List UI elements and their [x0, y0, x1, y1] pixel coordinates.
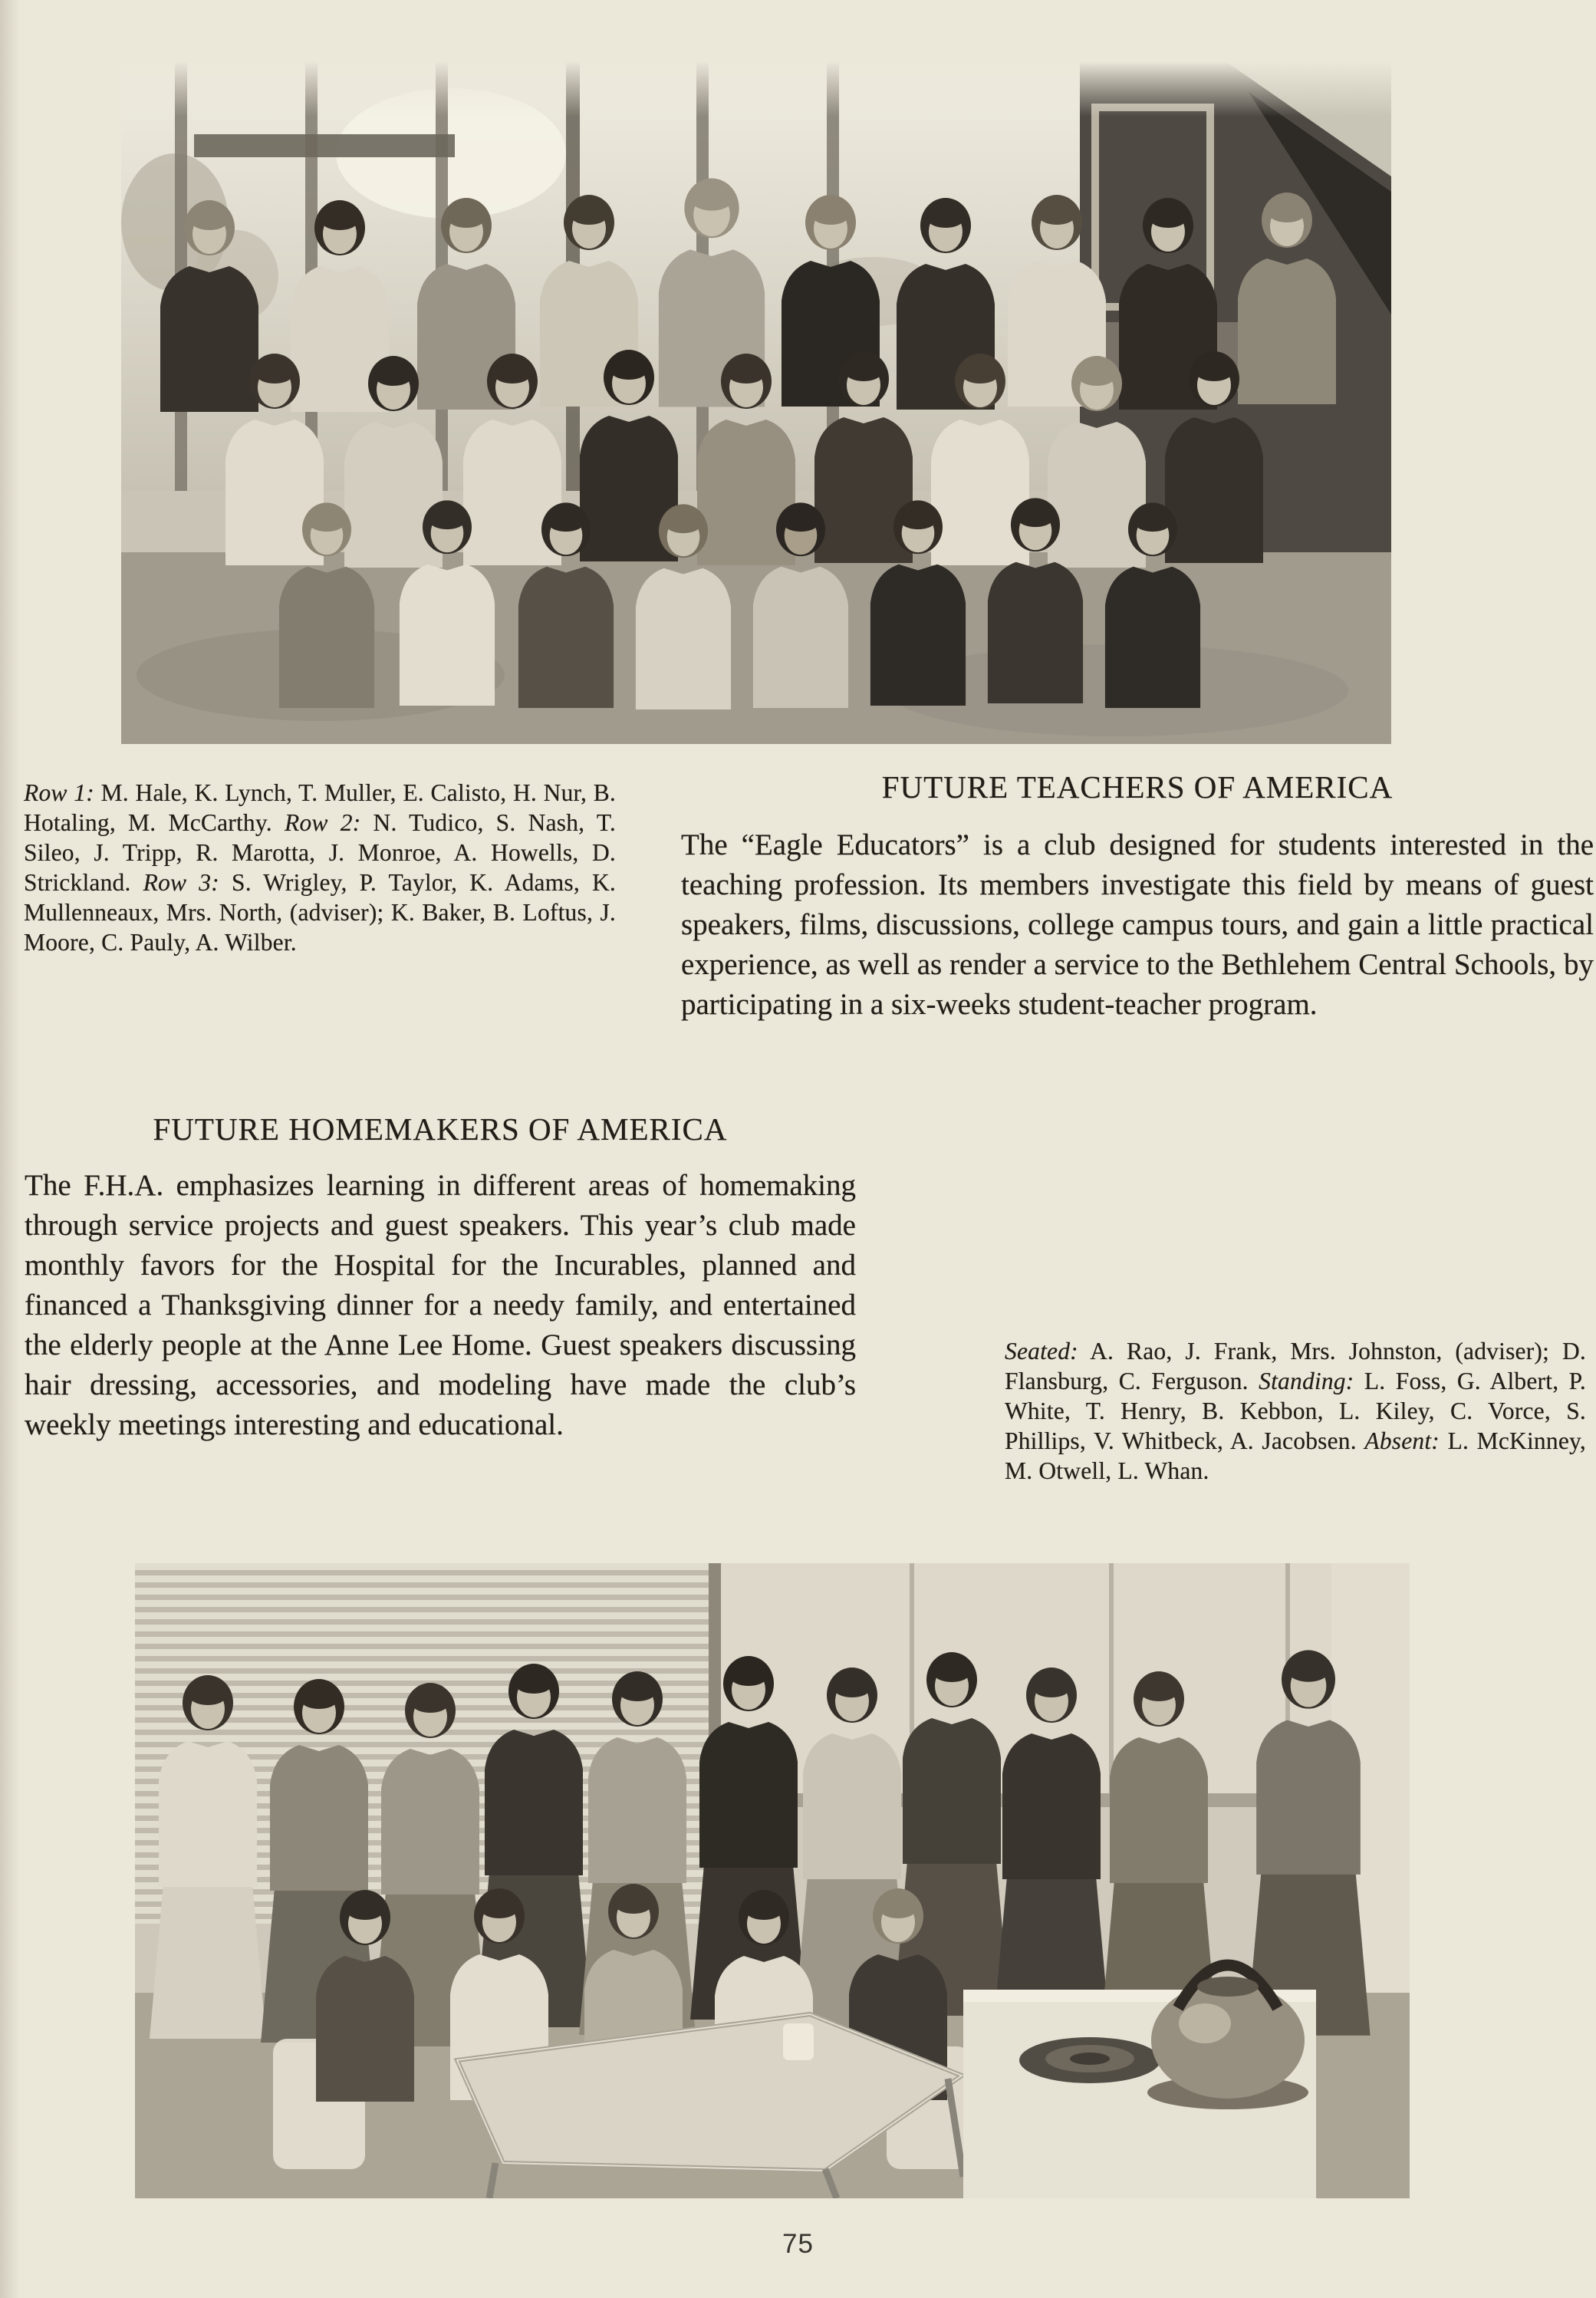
future-homemakers-heading: FUTURE HOMEMAKERS OF AMERICA	[153, 1111, 728, 1147]
caption-absent-names: L. McKinney, M. Otwell, L. Whan.	[1005, 1427, 1586, 1484]
caption-row3-names: S. Wrigley, P. Taylor, K. Adams, K. Mullenneaux, Mrs. North, (adviser); K. Baker, B. Loftus, J. Moore, C. Pauly, A. Wilber.	[24, 869, 617, 956]
caption-seated-names: A. Rao, J. Frank, Mrs. Johnston, (adviser); D. Flansburg, C. Ferguson.	[1005, 1338, 1586, 1394]
caption-standing-names: L. Foss, G. Albert, P. White, T. Henry, B. Kebbon, L. Kiley, C. Vorce, S. Phillips, V. Whitbeck, A. Jacobsen.	[1005, 1368, 1586, 1454]
future-teachers-heading: FUTURE TEACHERS OF AMERICA	[881, 769, 1394, 805]
fha-photo-caption	[1005, 1336, 1586, 1486]
caption-row2-names: N. Tudico, S. Nash, T. Sileo, J. Tripp, R. Marotta, J. Monroe, A. Howells, D. Strickland.	[24, 809, 616, 896]
caption-seated-label: Seated:	[1005, 1338, 1078, 1365]
caption-row1-label: Row 1:	[24, 779, 94, 806]
caption-row1-names: M. Hale, K. Lynch, T. Muller, E. Calisto, H. Nur, B. Hotaling, M. McCarthy.	[24, 779, 616, 836]
caption-standing-label: Standing:	[1259, 1368, 1354, 1394]
page-number: 75	[782, 2229, 814, 2259]
future-teachers-body: The “Eagle Educators” is a club designed for students interested in the teaching profession. Its members investigate this field by means of guest speakers, films, discussions, college campus tours, and gain a little practical experience, as well as render a service to the Bethlehem Central Schools, by participating in a six-weeks student-teacher program.	[681, 828, 1594, 1021]
caption-row2-label: Row 2:	[285, 809, 361, 836]
fha-group-photo	[135, 1563, 1410, 2198]
future-homemakers-section	[25, 1111, 856, 1445]
future-homemakers-body: The F.H.A. emphasizes learning in different areas of homemaking through service projects and guest speakers. This year’s club made monthly favors for the Hospital for the Incurables, planned and financed a Thanksgiving dinner for a needy family, and entertained the elderly people at the Anne Lee Home. Guest speakers discussing hair dressing, accessories, and modeling have made the club’s weekly meetings interesting and educational.	[25, 1169, 856, 1441]
future-teachers-section	[681, 769, 1594, 1025]
fta-group-photo-illustration	[121, 61, 1391, 744]
scan-gutter-shadow	[0, 0, 20, 2298]
caption-row3-label: Row 3:	[143, 869, 219, 896]
caption-absent-label: Absent:	[1364, 1427, 1440, 1454]
fta-group-photo	[121, 61, 1391, 744]
fta-photo-caption	[24, 778, 616, 957]
fha-group-photo-illustration	[135, 1563, 1410, 2198]
